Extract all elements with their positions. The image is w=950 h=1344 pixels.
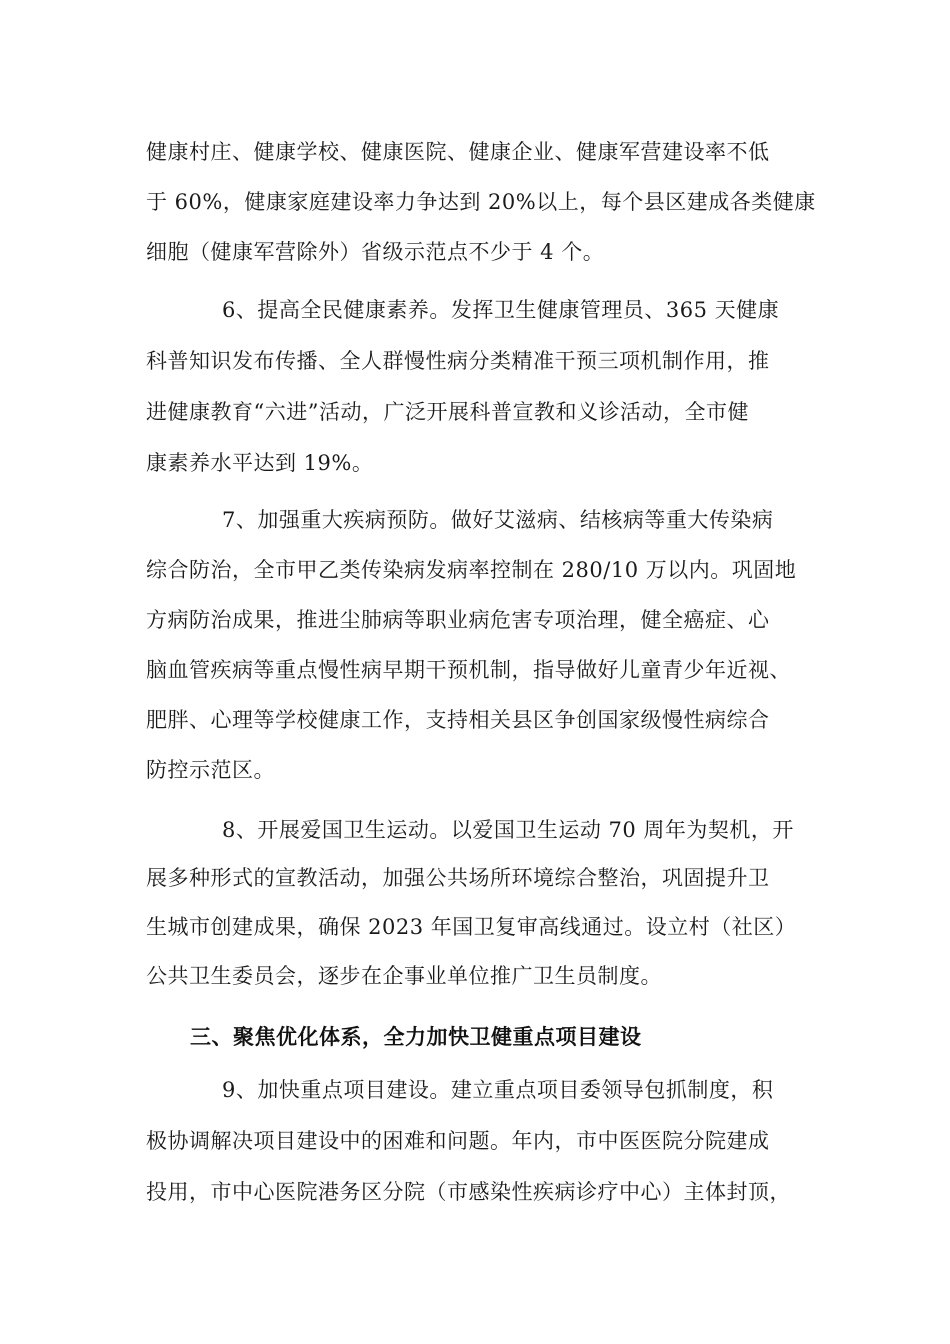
text-line: 防控示范区。 bbox=[146, 758, 275, 782]
section-heading: 三、聚焦优化体系，全力加快卫健重点项目建设 bbox=[190, 1025, 642, 1049]
text-line: 8、开展爱国卫生运动。以爱国卫生运动 70 周年为契机，开 bbox=[222, 818, 794, 842]
text-line: 进健康教育“六进”活动，广泛开展科普宣教和义诊活动，全市健 bbox=[146, 400, 749, 424]
text-line: 方病防治成果，推进尘肺病等职业病危害专项治理，健全癌症、心 bbox=[146, 608, 770, 632]
text-line: 综合防治，全市甲乙类传染病发病率控制在 280/10 万以内。巩固地 bbox=[146, 558, 797, 582]
text-line: 6、提高全民健康素养。发挥卫生健康管理员、365 天健康 bbox=[222, 298, 780, 322]
text-line: 健康村庄、健康学校、健康医院、健康企业、健康军营建设率不低 bbox=[146, 140, 770, 164]
text-line: 9、加快重点项目建设。建立重点项目委领导包抓制度，积 bbox=[222, 1078, 774, 1102]
text-line: 细胞（健康军营除外）省级示范点不少于 4 个。 bbox=[146, 240, 605, 264]
text-line: 展多种形式的宣教活动，加强公共场所环境综合整治，巩固提升卫 bbox=[146, 866, 770, 890]
text-line: 肥胖、心理等学校健康工作，支持相关县区争创国家级慢性病综合 bbox=[146, 708, 770, 732]
text-line: 公共卫生委员会，逐步在企事业单位推广卫生员制度。 bbox=[146, 964, 662, 988]
text-line: 投用，市中心医院港务区分院（市感染性疾病诊疗中心）主体封顶， bbox=[146, 1180, 791, 1204]
text-line: 于 60%，健康家庭建设率力争达到 20%以上，每个县区建成各类健康 bbox=[146, 190, 816, 214]
text-line: 生城市创建成果，确保 2023 年国卫复审高线通过。设立村（社区） bbox=[146, 915, 797, 939]
text-line: 康素养水平达到 19%。 bbox=[146, 451, 374, 475]
text-line: 7、加强重大疾病预防。做好艾滋病、结核病等重大传染病 bbox=[222, 508, 774, 532]
text-line: 脑血管疾病等重点慢性病早期干预机制，指导做好儿童青少年近视、 bbox=[146, 658, 791, 682]
text-line: 科普知识发布传播、全人群慢性病分类精准干预三项机制作用，推 bbox=[146, 349, 770, 373]
text-line: 极协调解决项目建设中的困难和问题。年内，市中医医院分院建成 bbox=[146, 1129, 770, 1153]
